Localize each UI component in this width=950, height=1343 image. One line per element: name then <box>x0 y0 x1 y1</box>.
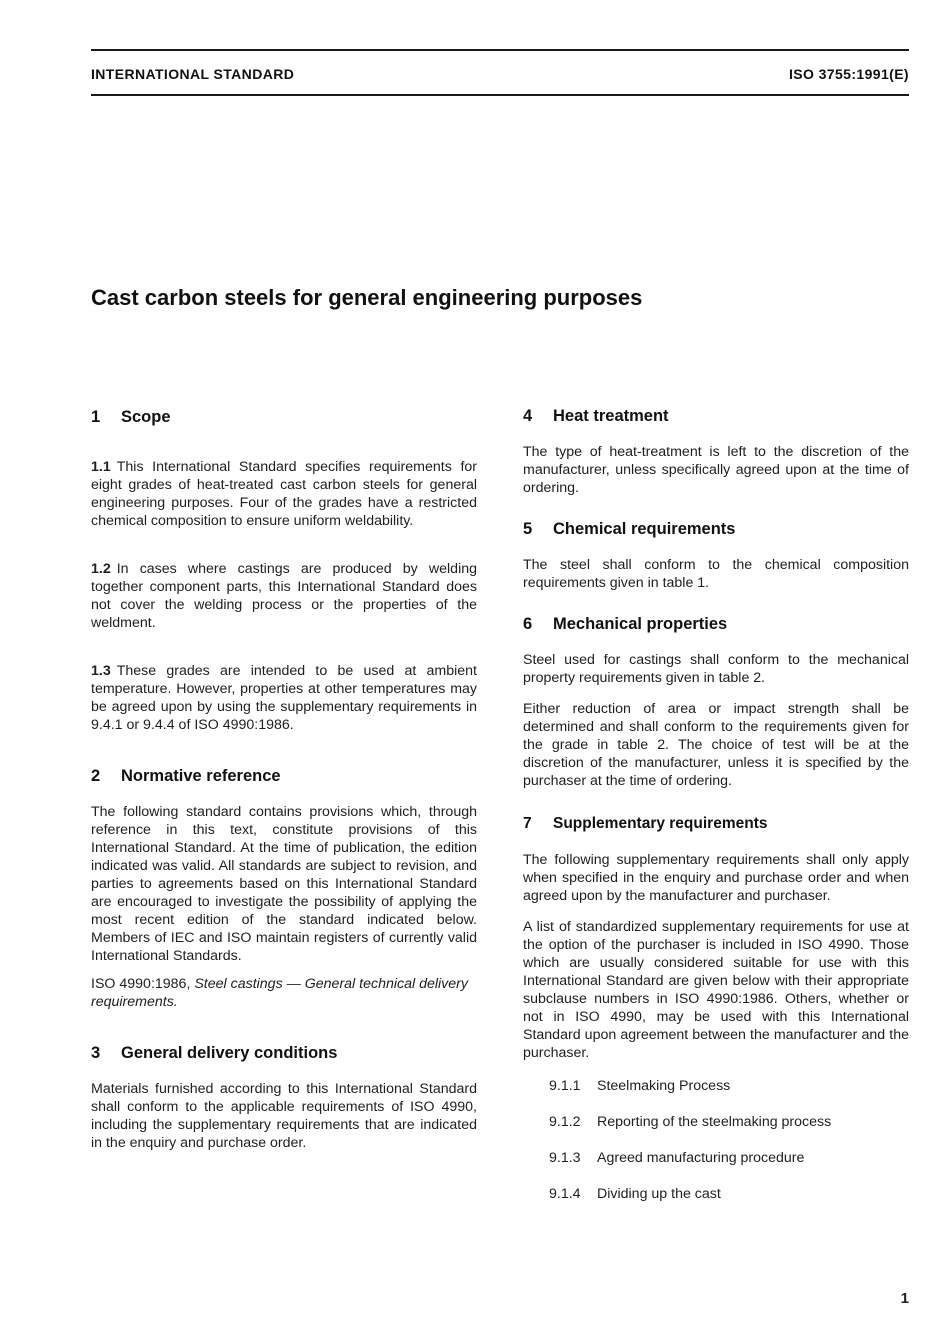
section-title: Mechanical properties <box>553 615 728 633</box>
clause-number: 1.1 <box>91 459 111 475</box>
clause-1-1 <box>91 458 477 530</box>
clause-number: 1.2 <box>91 561 111 577</box>
section-number: 7 <box>523 815 532 832</box>
section-number: 2 <box>91 767 101 785</box>
clause-1-2 <box>91 560 477 632</box>
left-column <box>91 407 477 1152</box>
list-item-label: Steelmaking Process <box>597 1078 731 1094</box>
list-item-number: 9.1.2 <box>549 1114 581 1130</box>
header-rule-bottom <box>91 94 909 96</box>
supplementary-requirements-list <box>523 1077 909 1203</box>
section-number: 3 <box>91 1044 101 1062</box>
page-number: 1 <box>900 1290 909 1307</box>
section-number: 1 <box>91 408 101 426</box>
list-item <box>523 1149 909 1167</box>
right-column <box>523 406 909 1203</box>
section-number: 6 <box>523 615 533 633</box>
clause-text: These grades are intended to be used at ambient temperature. However, properties at other temperatures may be agreed upon by using the supplementary requirements in 9.4.1 or 9.4.4 of ISO 4990:1986. <box>91 663 477 733</box>
section-6-paragraph-1: Steel used for castings shall conform to the mechanical property requirements given in table 2. <box>523 652 909 686</box>
section-title: Supplementary requirements <box>553 815 768 832</box>
list-item-number: 9.1.4 <box>549 1186 581 1202</box>
section-2-paragraph: The following standard contains provisions which, through reference in this text, constitute provisions of this International Standard. At the time of publication, the edition indicated was valid. All standards are subject to revision, and parties to agreements based on this International Standard are encouraged to investigate the possibility of applying the most recent edition of the standard indicated below. Members of IEC and ISO maintain registers of currently valid International Standards. <box>91 804 477 964</box>
section-7-paragraph-1: The following supplementary requirements shall only apply when specified in the enquiry and purchase order and when agreed upon by the manufacturer and purchaser. <box>523 852 909 904</box>
section-number: 5 <box>523 520 533 538</box>
section-title: General delivery conditions <box>121 1044 338 1062</box>
section-5-heading <box>523 519 909 539</box>
section-5-paragraph: The steel shall conform to the chemical composition requirements given in table 1. <box>523 557 909 591</box>
clause-1-3 <box>91 662 477 734</box>
list-item-label: Agreed manufacturing procedure <box>597 1150 805 1166</box>
section-2-heading <box>91 766 477 786</box>
section-number: 4 <box>523 407 533 425</box>
section-6-heading <box>523 614 909 634</box>
reference-title: Steel castings — General technical delivery requirements. <box>91 976 468 1010</box>
section-7-heading <box>523 814 909 834</box>
list-item <box>523 1077 909 1095</box>
section-3-paragraph: Materials furnished according to this International Standard shall conform to the applicable requirements of ISO 4990, including the supplementary requirements that are indicated in the enquiry and purchase order. <box>91 1081 477 1151</box>
section-title: Normative reference <box>121 767 281 785</box>
header-doc-type: INTERNATIONAL STANDARD <box>91 66 295 82</box>
section-7-paragraph-2: A list of standardized supplementary requirements for use at the option of the purchaser is included in ISO 4990. Those which are usually considered suitable for use with this International Standard are given below with their appropriate subclause numbers in ISO 4990:1986. Others, whether or not in ISO 4990, may be used with this International Standard upon agreement between the manufacturer and the purchaser. <box>523 919 909 1061</box>
list-item-label: Reporting of the steelmaking process <box>597 1114 832 1130</box>
section-4-paragraph: The type of heat-treatment is left to the discretion of the manufacturer, unless specifically agreed upon at the time of ordering. <box>523 444 909 496</box>
header-standard-number: ISO 3755:1991(E) <box>788 66 909 82</box>
list-item <box>523 1185 909 1203</box>
clause-text: This International Standard specifies requirements for eight grades of heat-treated cast carbon steels for general engineering purposes. Four of the grades have a restricted chemical composition to ensure uniform weldability. <box>91 459 477 529</box>
clause-text: In cases where castings are produced by welding together component parts, this International Standard does not cover the welding process or the properties of the weldment. <box>91 561 477 631</box>
section-title: Scope <box>121 408 171 426</box>
section-title: Heat treatment <box>553 407 669 425</box>
clause-number: 1.3 <box>91 663 111 679</box>
section-1-heading <box>91 407 477 427</box>
list-item <box>523 1113 909 1131</box>
header-rule-top <box>91 49 909 51</box>
list-item-label: Dividing up the cast <box>597 1186 721 1202</box>
list-item-number: 9.1.1 <box>549 1078 581 1094</box>
section-4-heading <box>523 406 909 426</box>
reference-code: ISO 4990:1986, <box>91 976 191 992</box>
list-item-number: 9.1.3 <box>549 1150 581 1166</box>
section-6-paragraph-2: Either reduction of area or impact strength shall be determined and shall conform to the requirements given for the grade in table 2. The choice of test will be at the discretion of the manufacturer, unless it is specified by the purchaser at the time of ordering. <box>523 701 909 789</box>
section-title: Chemical requirements <box>553 520 736 538</box>
document-title: Cast carbon steels for general engineering purposes <box>91 285 643 310</box>
section-3-heading <box>91 1043 477 1063</box>
normative-reference-entry <box>91 975 477 1011</box>
